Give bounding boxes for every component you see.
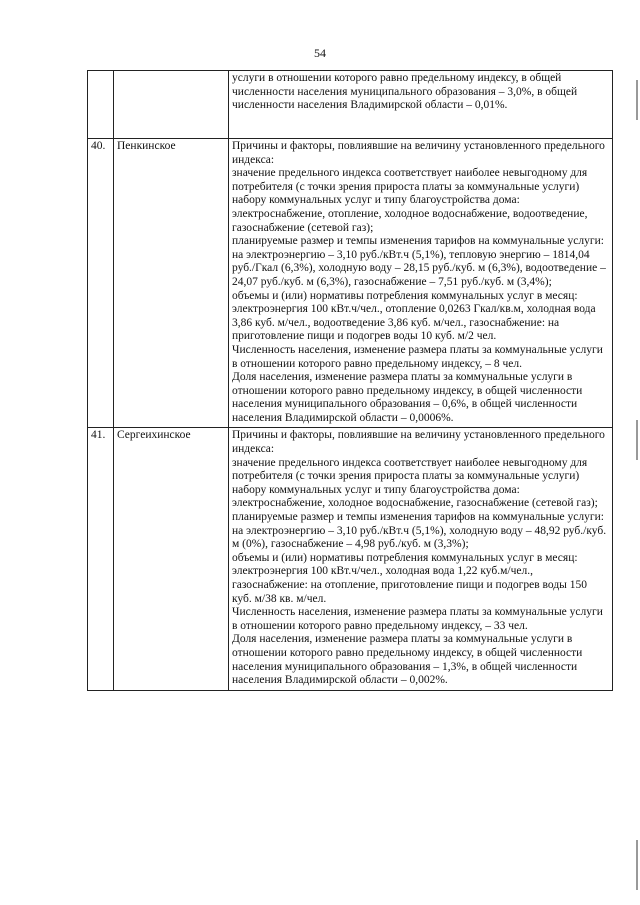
description-paragraph: планируемые размер и темпы изменения тарифов на коммунальные услуги: на электроэнергию – 3,10 руб./кВт.ч (5,1%), тепловую энергию – 1814,04 руб./Гкал (6,3%), холодную воду – 28,15 руб./куб. м (6,3%), водоотведение – 24,07 руб./куб. м (6,3%), газоснабжение – 7,51 руб./куб. м (3,4%); bbox=[232, 235, 606, 288]
description-paragraph: значение предельного индекса соответствует наиболее невыгодному для потребителя (с точки зрения прироста платы за коммунальные услуги) набору коммунальных услуг и типу благоустройства дома: электроснабжение, холодное водоснабжение, газоснабжение (сетевой газ); bbox=[232, 456, 598, 510]
municipality-name bbox=[114, 71, 229, 139]
row-number bbox=[88, 71, 114, 139]
description-cell bbox=[229, 139, 613, 428]
description-paragraph: Доля населения, изменение размера платы за коммунальные услуги в отношении которого равно предельному индексу, в общей численности населения муниципального образования – 0,6%, в общей численности населения Владимирской области – 0,0006%. bbox=[232, 371, 583, 424]
description-paragraph: Причины и факторы, повлиявшие на величину установленного предельного индекса: bbox=[232, 140, 605, 166]
scan-edge-mark bbox=[636, 420, 638, 460]
table-row bbox=[88, 71, 613, 139]
description-paragraph: объемы и (или) нормативы потребления коммунальных услуг в месяц: электроэнергия 100 кВт.ч/чел., холодная вода 1,22 куб.м/чел., газоснабжение: на отопление, приготовление пищи и подогрев воды 150 куб. м/38 кв. м/чел. bbox=[232, 551, 588, 605]
scan-edge-mark bbox=[636, 840, 638, 890]
description-paragraph: Доля населения, изменение размера платы за коммунальные услуги в отношении которого равно предельному индексу, в общей численности населения муниципального образования – 1,3%, в общей численности населения Владимирской области – 0,002%. bbox=[232, 633, 583, 687]
municipality-name: Пенкинское bbox=[114, 139, 229, 428]
description-paragraph: услуги в отношении которого равно предельному индексу, в общей численности населения муниципального образования – 3,0%, в общей численности населения Владимирской области – 0,01%. bbox=[232, 72, 578, 112]
description-paragraph: объемы и (или) нормативы потребления коммунальных услуг в месяц: электроэнергия 100 кВт.ч/чел., отопление 0,0263 Гкал/кв.м, холодная вода 3,86 куб. м/чел., водоотведение 3,86 куб. м/чел., газоснабжение: на приготовление пищи и подогрев воды 10 куб. м/2 чел. bbox=[232, 289, 596, 343]
municipality-name: Сергеихинское bbox=[114, 428, 229, 690]
description-cell bbox=[229, 428, 613, 690]
description-paragraph: планируемые размер и темпы изменения тарифов на коммунальные услуги: на электроэнергию – 3,10 руб./кВт.ч (5,1%), холодную воду – 48,92 руб./куб. м (0%), газоснабжение – 4,98 руб./куб. м (3,3%); bbox=[232, 511, 607, 551]
description-paragraph: Численность населения, изменение размера платы за коммунальные услуги в отношении которого равно предельному индексу, – 8 чел. bbox=[232, 343, 603, 370]
table-row bbox=[88, 139, 613, 428]
description-cell bbox=[229, 71, 613, 139]
row-number: 41. bbox=[88, 428, 114, 690]
page-number: 54 bbox=[314, 46, 326, 60]
row-number: 40. bbox=[88, 139, 114, 428]
scan-edge-mark bbox=[636, 80, 638, 120]
description-paragraph: Причины и факторы, повлиявшие на величину установленного предельного индекса: bbox=[232, 429, 605, 456]
description-paragraph: Численность населения, изменение размера платы за коммунальные услуги в отношении которого равно предельному индексу, – 33 чел. bbox=[232, 606, 603, 632]
table-row bbox=[88, 428, 613, 690]
description-paragraph: значение предельного индекса соответствует наиболее невыгодному для потребителя (с точки зрения прироста платы за коммунальные услуги) набору коммунальных услуг и типу благоустройства дома: электроснабжение, отопление, холодное водоснабжение, водоотведение, газоснабжение (сетевой газ); bbox=[232, 167, 588, 234]
indicators-table bbox=[87, 70, 613, 691]
